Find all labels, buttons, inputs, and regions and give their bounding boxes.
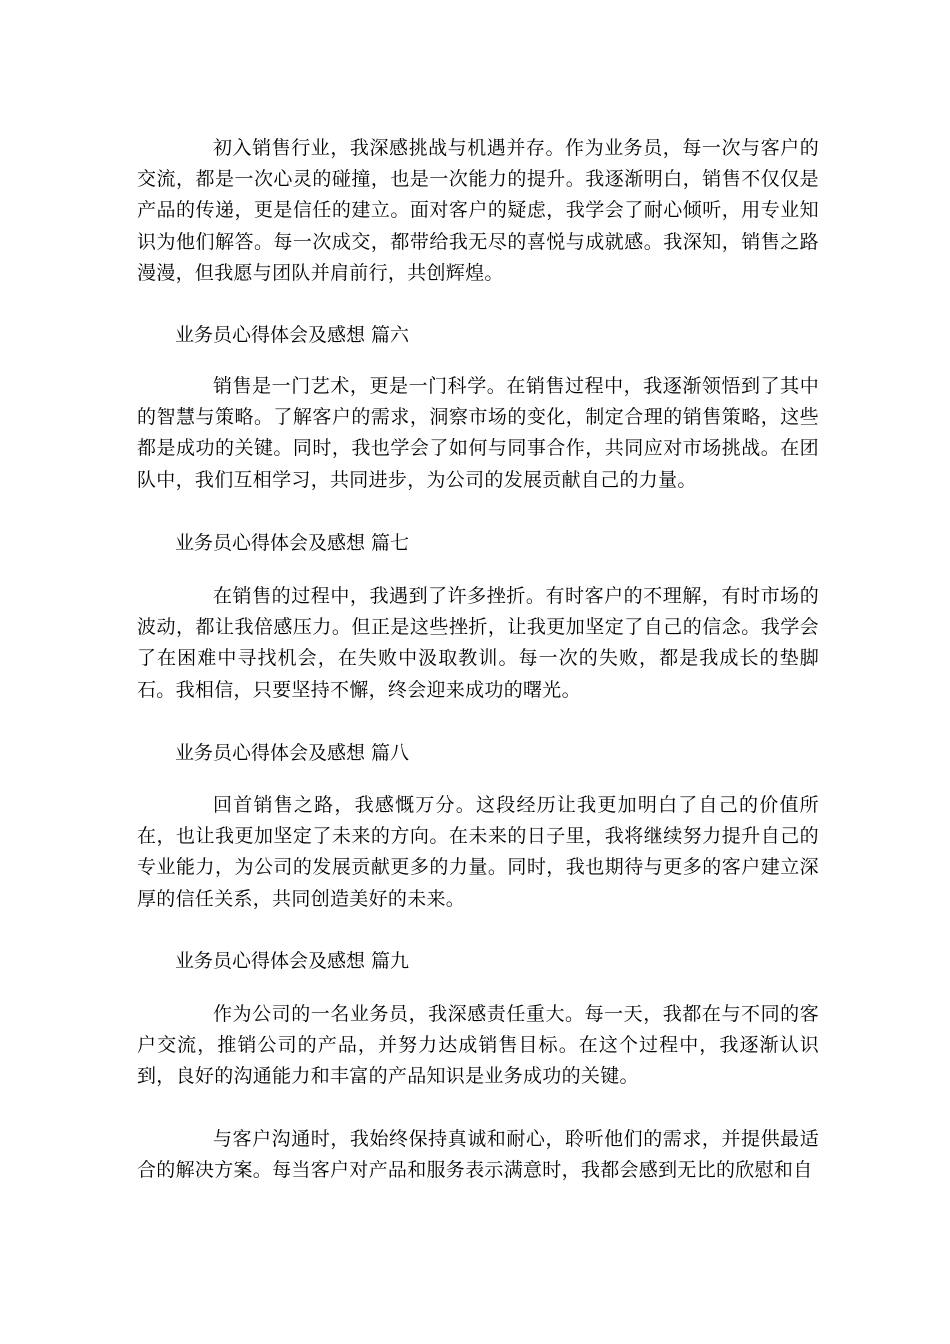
paragraph-section-7: 在销售的过程中，我遇到了许多挫折。有时客户的不理解，有时市场的波动，都让我倍感压力。但正是这些挫折，让我更加坚定了自己的信念。我学会了在困难中寻找机会，在失败中汲取教训。每一次的失败，都是我成长的垫脚石。我相信，只要坚持不懈，终会迎来成功的曙光。 <box>137 585 819 701</box>
paragraph-section-9-a: 作为公司的一名业务员，我深感责任重大。每一天，我都在与不同的客户交流，推销公司的产品，并努力达成销售目标。在这个过程中，我逐渐认识到，良好的沟通能力和丰富的产品知识是业务成功的关键。 <box>137 1003 819 1088</box>
section-heading-8: 业务员心得体会及感想 篇八 <box>175 742 410 764</box>
paragraph-section-6: 销售是一门艺术，更是一门科学。在销售过程中，我逐渐领悟到了其中的智慧与策略。了解客户的需求，洞察市场的变化，制定合理的销售策略，这些都是成功的关键。同时，我也学会了如何与同事合作，共同应对市场挑战。在团队中，我们互相学习，共同进步，为公司的发展贡献自己的力量。 <box>137 375 819 491</box>
section-heading-7: 业务员心得体会及感想 篇七 <box>175 532 410 554</box>
paragraph-section-8: 回首销售之路，我感慨万分。这段经历让我更加明白了自己的价值所在，也让我更加坚定了未来的方向。在未来的日子里，我将继续努力提升自己的专业能力，为公司的发展贡献更多的力量。同时，我也期待与更多的客户建立深厚的信任关系，共同创造美好的未来。 <box>137 794 819 910</box>
section-heading-6: 业务员心得体会及感想 篇六 <box>175 324 410 346</box>
section-heading-9: 业务员心得体会及感想 篇九 <box>175 950 410 972</box>
paragraph-intro: 初入销售行业，我深感挑战与机遇并存。作为业务员，每一次与客户的交流，都是一次心灵的碰撞，也是一次能力的提升。我逐渐明白，销售不仅仅是产品的传递，更是信任的建立。面对客户的疑虑，我学会了耐心倾听，用专业知识为他们解答。每一次成交，都带给我无尽的喜悦与成就感。我深知，销售之路漫漫，但我愿与团队并肩前行，共创辉煌。 <box>137 137 819 284</box>
paragraph-section-9-b: 与客户沟通时，我始终保持真诚和耐心，聆听他们的需求，并提供最适合的解决方案。每当客户对产品和服务表示满意时，我都会感到无比的欣慰和自 <box>137 1128 819 1182</box>
